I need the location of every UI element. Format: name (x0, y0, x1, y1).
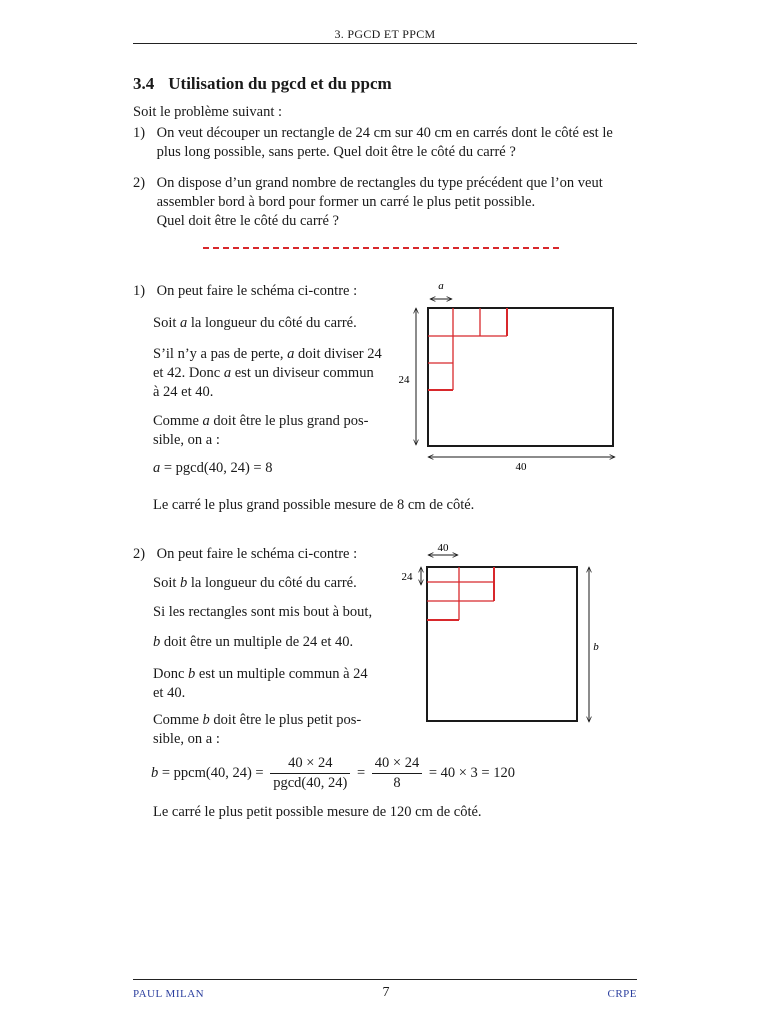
solution-2-conclusion: Le carré le plus petit possible mesure de 120 cm de côté. (153, 804, 482, 820)
section-heading: Utilisation du pgcd et du ppcm (168, 74, 392, 93)
footer-rule (133, 979, 637, 980)
red-squares-grid (428, 308, 507, 390)
separator-dashed-line (203, 247, 559, 249)
solution-1-soit: Soit a la longueur du côté du carré. (153, 315, 357, 331)
rect-width-label: 40 (437, 542, 449, 554)
solution-1-label: 1) (133, 283, 146, 299)
problem-2 (133, 174, 603, 231)
red-rectangles-grid (427, 567, 494, 620)
intro-text: Soit le problème suivant : (133, 104, 283, 120)
problem-2-line-1: On dispose d’un grand nombre de rectangles du type précédent que l’on veut (156, 175, 603, 191)
solution-2-label: 2) (133, 546, 146, 562)
solution-2-bout: Si les rectangles sont mis bout à bout, (153, 604, 373, 620)
solution-1-comme: Comme a doit être le plus grand pos- sible, on a : (153, 413, 369, 448)
page-number: 7 (382, 985, 390, 1000)
solution-2-comme: Comme b doit être le plus petit pos- sible, on a : (153, 712, 362, 747)
problem-2-line-2: assembler bord à bord pour former un carré le plus petit possible. (156, 194, 536, 210)
header-rule (133, 43, 637, 44)
section-title (133, 74, 392, 94)
running-header: 3. PGCD ET PPCM (334, 27, 436, 41)
side-a-label: a (438, 280, 444, 292)
width-label: 40 (515, 461, 527, 473)
footer-course: CRPE (607, 988, 637, 1000)
solution-2-intro: 2) On peut faire le schéma ci-contre : (133, 546, 358, 562)
solution-2-soit: Soit b la longueur du côté du carré. (153, 575, 357, 591)
solution-1-intro: 1) On peut faire le schéma ci-contre : (133, 283, 358, 299)
problem-1-line-1: On veut découper un rectangle de 24 cm sur 40 cm en carrés dont le côté est le (156, 125, 613, 141)
solution-2-formula: b = ppcm(40, 24) = $\frac{40 \times 24}{pgcd(40, 24)}$ = $\frac{40 \times 24}{8}$ = 40 × 3 = 120 (151, 755, 515, 791)
side-b-label: b (593, 641, 599, 653)
problem-1-label: 1) (133, 125, 146, 141)
problem-2-line-3: Quel doit être le côté du carré ? (156, 213, 339, 229)
section-number: 3.4 (133, 74, 155, 93)
red-squares-outline (428, 308, 507, 390)
solution-1-formula: a = pgcd(40, 24) = 8 (153, 460, 273, 476)
fraction-simplified: $\frac{40 \times 24}{8}$ (372, 755, 422, 792)
solution-2-donc: Donc b est un multiple commun à 24 et 40. (153, 666, 368, 701)
fraction-ppcm: $\frac{40 \times 24}{pgcd(40, 24)}$ (270, 755, 350, 792)
solution-1-conclusion: Le carré le plus grand possible mesure de 8 cm de côté. (153, 497, 475, 513)
problem-2-label: 2) (133, 175, 146, 191)
footer-author: PAUL MILAN (133, 988, 205, 1000)
figure-rectangle-division (390, 275, 640, 475)
rect-height-label: 24 (401, 571, 413, 583)
figure-square-assembly (392, 540, 612, 730)
height-label: 24 (398, 374, 410, 386)
problem-1-line-2: plus long possible, sans perte. Quel doit être le côté du carré ? (156, 144, 516, 160)
solution-2-multiple: b doit être un multiple de 24 et 40. (153, 634, 354, 650)
rectangle-24x40 (428, 308, 613, 446)
big-square (427, 567, 577, 721)
red-rectangles-outline (427, 567, 494, 620)
solution-1-perte: S’il n’y a pas de perte, a doit diviser 24 et 42. Donc a est un diviseur commun à 24 et 40. (153, 346, 382, 400)
problem-1 (133, 124, 613, 162)
